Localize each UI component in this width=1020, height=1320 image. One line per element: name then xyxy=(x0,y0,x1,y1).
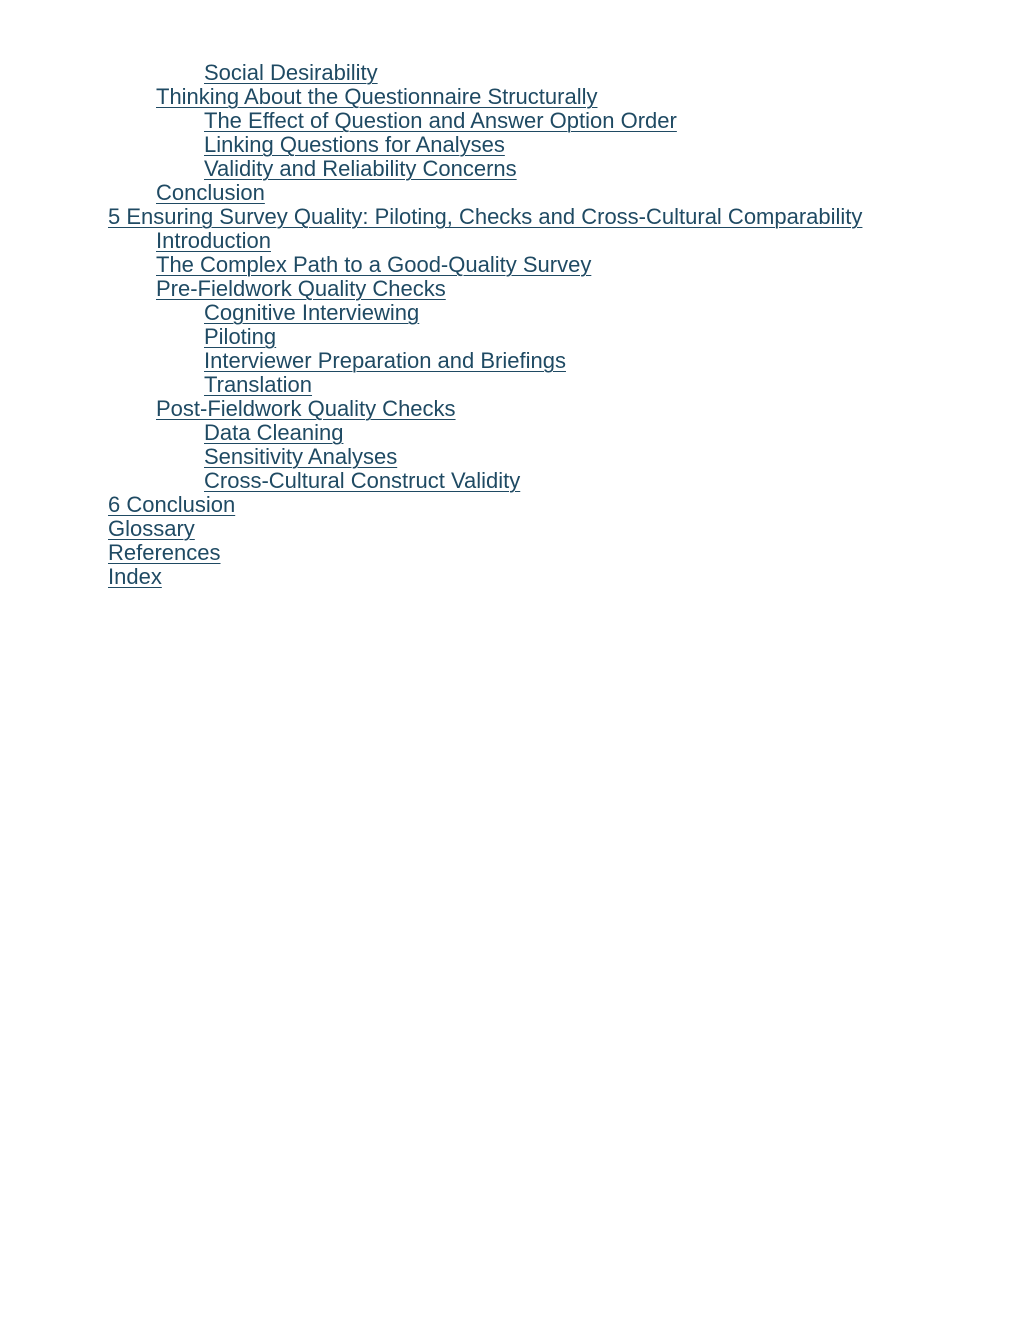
toc-link-question-order-effect[interactable]: The Effect of Question and Answer Option Order xyxy=(204,108,677,133)
toc-entry xyxy=(108,541,988,565)
toc-link-thinking-about-questionnaire[interactable]: Thinking About the Questionnaire Structurally xyxy=(156,84,598,109)
toc-entry xyxy=(108,445,988,469)
toc-entry xyxy=(108,325,988,349)
toc-entry xyxy=(108,61,988,85)
toc-entry xyxy=(108,517,988,541)
toc-link-index[interactable]: Index xyxy=(108,564,162,589)
toc-entry xyxy=(108,181,988,205)
toc-entry xyxy=(108,421,988,445)
toc-link-glossary[interactable]: Glossary xyxy=(108,516,195,541)
toc-entry xyxy=(108,349,988,373)
toc-entry xyxy=(108,253,988,277)
toc-link-validity-reliability[interactable]: Validity and Reliability Concerns xyxy=(204,156,517,181)
toc-link-cognitive-interviewing[interactable]: Cognitive Interviewing xyxy=(204,300,420,325)
toc-link-post-fieldwork-checks[interactable]: Post-Fieldwork Quality Checks xyxy=(156,396,456,421)
table-of-contents xyxy=(108,61,988,589)
toc-link-piloting[interactable]: Piloting xyxy=(204,324,277,349)
toc-entry xyxy=(108,85,988,109)
toc-entry xyxy=(108,109,988,133)
toc-link-social-desirability[interactable]: Social Desirability xyxy=(204,60,378,85)
toc-entry xyxy=(108,229,988,253)
toc-entry xyxy=(108,133,988,157)
toc-link-chapter-6[interactable]: 6 Conclusion xyxy=(108,492,236,517)
toc-entry xyxy=(108,157,988,181)
toc-link-introduction[interactable]: Introduction xyxy=(156,228,271,253)
toc-entry xyxy=(108,277,988,301)
toc-entry xyxy=(108,301,988,325)
toc-entry xyxy=(108,493,988,517)
toc-link-interviewer-preparation[interactable]: Interviewer Preparation and Briefings xyxy=(204,348,566,373)
toc-link-translation[interactable]: Translation xyxy=(204,372,313,397)
toc-entry xyxy=(108,469,988,493)
toc-entry xyxy=(108,397,988,421)
toc-entry xyxy=(108,205,988,229)
toc-link-complex-path[interactable]: The Complex Path to a Good-Quality Survey xyxy=(156,252,592,277)
toc-link-references[interactable]: References xyxy=(108,540,221,565)
toc-link-sensitivity-analyses[interactable]: Sensitivity Analyses xyxy=(204,444,398,469)
toc-entry xyxy=(108,373,988,397)
toc-link-pre-fieldwork-checks[interactable]: Pre-Fieldwork Quality Checks xyxy=(156,276,446,301)
toc-entry xyxy=(108,565,988,589)
toc-link-chapter-5[interactable]: 5 Ensuring Survey Quality: Piloting, Checks and Cross-Cultural Comparability xyxy=(108,204,863,229)
toc-link-cross-cultural-validity[interactable]: Cross-Cultural Construct Validity xyxy=(204,468,521,493)
toc-link-data-cleaning[interactable]: Data Cleaning xyxy=(204,420,344,445)
toc-link-linking-questions[interactable]: Linking Questions for Analyses xyxy=(204,132,505,157)
toc-link-conclusion[interactable]: Conclusion xyxy=(156,180,265,205)
